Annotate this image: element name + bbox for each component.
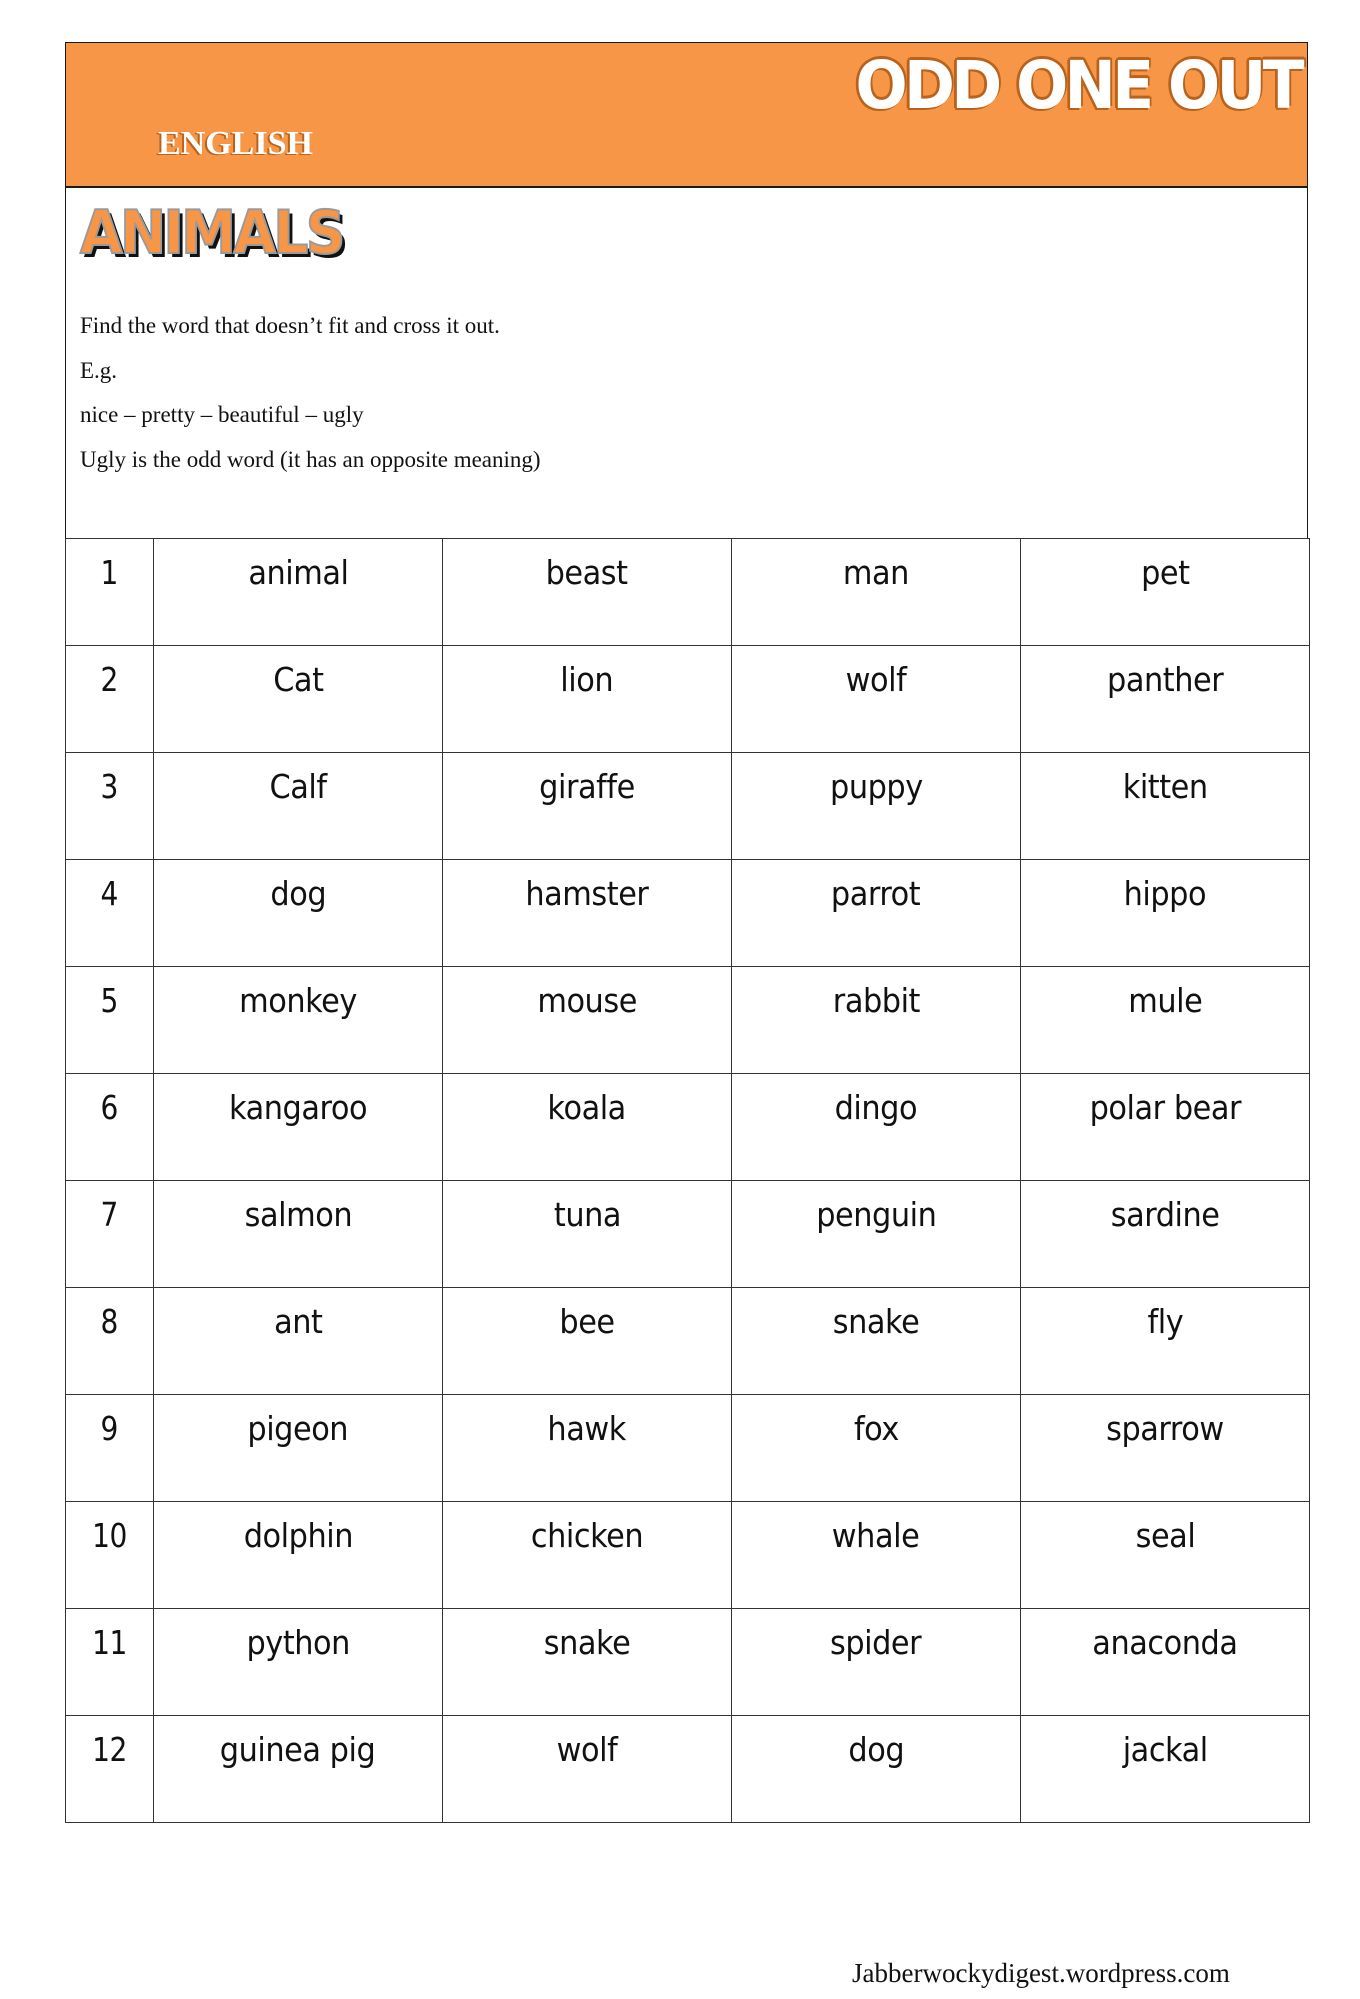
word: whale <box>832 1516 920 1555</box>
word-cell[interactable] <box>443 1502 732 1609</box>
row-number-cell <box>66 1395 154 1502</box>
word: ant <box>273 1302 323 1341</box>
word: man <box>842 553 910 592</box>
word: fox <box>853 1409 899 1448</box>
word-cell[interactable] <box>1021 1716 1310 1823</box>
word-cell[interactable] <box>732 1074 1021 1181</box>
word: Calf <box>269 767 327 806</box>
word: panther <box>1106 660 1224 699</box>
example-explanation: Ugly is the odd word (it has an opposite meaning) <box>80 446 541 472</box>
word-cell[interactable] <box>1021 1074 1310 1181</box>
word-cell[interactable] <box>1021 1288 1310 1395</box>
table-row <box>66 1395 1310 1502</box>
word: parrot <box>831 874 921 913</box>
word: pigeon <box>247 1409 349 1448</box>
word: jackal <box>1122 1730 1208 1769</box>
word: mule <box>1127 981 1203 1020</box>
word: animal <box>247 553 349 592</box>
worksheet-header <box>65 42 1308 188</box>
word-cell[interactable] <box>732 967 1021 1074</box>
word-cell[interactable] <box>443 646 732 753</box>
word-cell[interactable] <box>1021 1609 1310 1716</box>
table-row <box>66 646 1310 753</box>
word-cell[interactable] <box>443 860 732 967</box>
word-cell[interactable] <box>443 1181 732 1288</box>
row-number-cell <box>66 1288 154 1395</box>
word-cell[interactable] <box>154 1395 443 1502</box>
word-cell[interactable] <box>732 860 1021 967</box>
word-cell[interactable] <box>1021 753 1310 860</box>
word: hippo <box>1123 874 1207 913</box>
word: beast <box>546 553 628 592</box>
table-row <box>66 1716 1310 1823</box>
word-cell[interactable] <box>443 967 732 1074</box>
word-cell[interactable] <box>154 539 443 646</box>
word: puppy <box>829 767 923 806</box>
word: chicken <box>530 1516 644 1555</box>
row-number-cell <box>66 1502 154 1609</box>
table-row <box>66 1502 1310 1609</box>
row-number-cell <box>66 1716 154 1823</box>
table-row <box>66 1074 1310 1181</box>
word: mouse <box>537 981 637 1020</box>
row-number-cell <box>66 1181 154 1288</box>
word-cell[interactable] <box>154 753 443 860</box>
word-cell[interactable] <box>154 967 443 1074</box>
instructions <box>80 304 541 482</box>
row-number: 10 <box>92 1516 127 1555</box>
word-cell[interactable] <box>154 1074 443 1181</box>
word-cell[interactable] <box>443 1074 732 1181</box>
word: kangaroo <box>228 1088 368 1127</box>
subject-label: ENGLISH <box>158 125 313 162</box>
table-row <box>66 860 1310 967</box>
row-number: 4 <box>100 874 119 913</box>
row-number: 8 <box>100 1302 119 1341</box>
table-row <box>66 1181 1310 1288</box>
word: wolf <box>556 1730 618 1769</box>
word-cell[interactable] <box>732 1395 1021 1502</box>
row-number: 11 <box>92 1623 127 1662</box>
word-cell[interactable] <box>1021 860 1310 967</box>
example-words: nice – pretty – beautiful – ugly <box>80 402 364 427</box>
word-cell[interactable] <box>154 860 443 967</box>
table-row <box>66 1609 1310 1716</box>
word: kitten <box>1122 767 1208 806</box>
word-cell[interactable] <box>443 753 732 860</box>
word-cell[interactable] <box>154 1502 443 1609</box>
row-number: 2 <box>100 660 119 699</box>
word: monkey <box>239 981 357 1020</box>
word: koala <box>547 1088 627 1127</box>
word: dingo <box>834 1088 918 1127</box>
word: polar bear <box>1089 1088 1241 1127</box>
word: penguin <box>815 1195 937 1234</box>
word-cell[interactable] <box>443 1395 732 1502</box>
word: guinea pig <box>220 1730 376 1769</box>
word: giraffe <box>539 767 635 806</box>
odd-one-out-table <box>65 538 1310 1823</box>
word-cell[interactable] <box>732 1288 1021 1395</box>
word: python <box>246 1623 350 1662</box>
word-cell[interactable] <box>154 1716 443 1823</box>
word-cell[interactable] <box>732 753 1021 860</box>
table-body <box>66 539 1310 1823</box>
table-row <box>66 753 1310 860</box>
word: sardine <box>1110 1195 1220 1234</box>
word: seal <box>1135 1516 1195 1555</box>
worksheet-title: ODD ONE OUT <box>855 47 1301 124</box>
word-cell[interactable] <box>732 1502 1021 1609</box>
word: fly <box>1147 1302 1183 1341</box>
word: Cat <box>272 660 324 699</box>
word-cell[interactable] <box>732 1716 1021 1823</box>
table-row <box>66 1288 1310 1395</box>
topic-title: ANIMALS <box>80 198 343 268</box>
word: tuna <box>553 1195 621 1234</box>
word: sparrow <box>1106 1409 1224 1448</box>
example-label: E.g. <box>80 357 118 383</box>
word-cell[interactable] <box>154 1181 443 1288</box>
word-cell[interactable] <box>443 1288 732 1395</box>
word-cell[interactable] <box>1021 967 1310 1074</box>
word-cell[interactable] <box>154 1288 443 1395</box>
footer-credit: Jabberwockydigest.wordpress.com <box>852 1958 1230 1988</box>
word-cell[interactable] <box>1021 539 1310 646</box>
word: lion <box>560 660 614 699</box>
word: hamster <box>525 874 649 913</box>
word: hawk <box>547 1409 627 1448</box>
word: anaconda <box>1092 1623 1238 1662</box>
table-row <box>66 967 1310 1074</box>
word-cell[interactable] <box>1021 1181 1310 1288</box>
word: pet <box>1140 553 1190 592</box>
row-number: 3 <box>100 767 119 806</box>
word: spider <box>830 1623 922 1662</box>
row-number-cell <box>66 646 154 753</box>
word-cell[interactable] <box>154 646 443 753</box>
row-number: 12 <box>92 1730 127 1769</box>
word: wolf <box>845 660 907 699</box>
row-number: 6 <box>100 1088 119 1127</box>
row-number: 7 <box>100 1195 119 1234</box>
word-cell[interactable] <box>154 1609 443 1716</box>
word: bee <box>559 1302 615 1341</box>
word: salmon <box>244 1195 352 1234</box>
word-cell[interactable] <box>1021 1395 1310 1502</box>
row-number: 9 <box>100 1409 119 1448</box>
row-number-cell <box>66 1074 154 1181</box>
word: snake <box>543 1623 631 1662</box>
row-number-cell <box>66 860 154 967</box>
word: rabbit <box>832 981 920 1020</box>
table-row <box>66 539 1310 646</box>
row-number: 1 <box>100 553 119 592</box>
row-number: 5 <box>100 981 119 1020</box>
word: snake <box>832 1302 920 1341</box>
word: dolphin <box>243 1516 353 1555</box>
word-cell[interactable] <box>1021 646 1310 753</box>
word-cell[interactable] <box>443 1716 732 1823</box>
row-number-cell <box>66 1609 154 1716</box>
word: dog <box>848 1730 904 1769</box>
word-cell[interactable] <box>732 1181 1021 1288</box>
word-cell[interactable] <box>732 539 1021 646</box>
word-cell[interactable] <box>732 646 1021 753</box>
word: dog <box>270 874 326 913</box>
word-cell[interactable] <box>443 1609 732 1716</box>
row-number-cell <box>66 967 154 1074</box>
instruction-text: Find the word that doesn’t fit and cross it out. <box>80 313 500 338</box>
word-cell[interactable] <box>732 1609 1021 1716</box>
instructions-panel <box>65 188 1308 539</box>
word-cell[interactable] <box>443 539 732 646</box>
word-cell[interactable] <box>1021 1502 1310 1609</box>
row-number-cell <box>66 753 154 860</box>
row-number-cell <box>66 539 154 646</box>
